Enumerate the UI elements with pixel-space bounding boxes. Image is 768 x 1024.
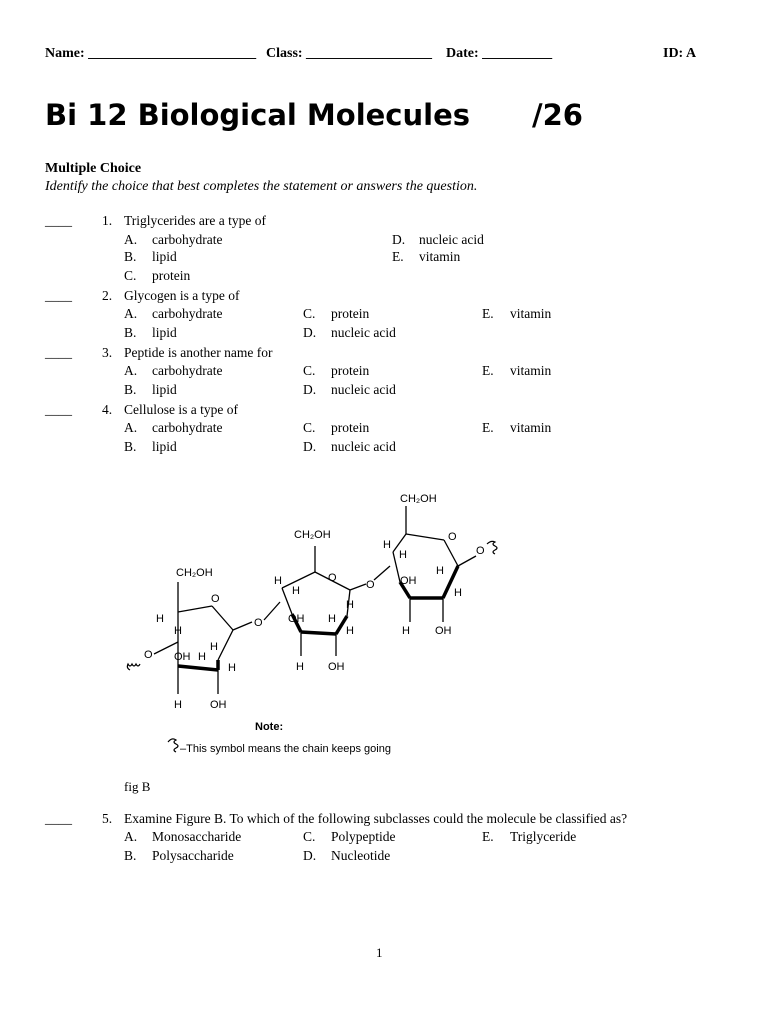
choice-text: Polypeptide — [331, 829, 396, 844]
choice-text: vitamin — [510, 306, 552, 321]
choice-letter: B. — [124, 439, 137, 454]
atom-label: O — [211, 593, 220, 605]
atom-label: H — [436, 565, 444, 577]
atom-label: H — [292, 585, 300, 597]
choice-text: nucleic acid — [331, 325, 396, 340]
atom-label: H — [402, 625, 410, 637]
choice-letter: A. — [124, 232, 138, 247]
figure-note-text: –This symbol means the chain keeps going — [180, 743, 391, 755]
atom-label: OH — [174, 651, 191, 663]
choice-letter: C. — [303, 306, 316, 321]
question-number: 4. — [102, 402, 113, 417]
choice-letter: D. — [303, 848, 317, 863]
choice-letter: C. — [124, 268, 137, 283]
choice-letter: B. — [124, 848, 137, 863]
atom-label: O — [144, 649, 153, 661]
choice-letter: D. — [303, 382, 317, 397]
choice-text: protein — [331, 363, 370, 378]
choice-text: vitamin — [510, 363, 552, 378]
question-number: 5. — [102, 811, 113, 826]
choice-text: vitamin — [510, 420, 552, 435]
atom-label: H — [156, 613, 164, 625]
choice-letter: C. — [303, 420, 316, 435]
choice-letter: D. — [392, 232, 406, 247]
class-label: Class: __________________ — [266, 46, 433, 61]
section-instruction: Identify the choice that best completes the statement or answers the question. — [45, 179, 478, 194]
choice-text: protein — [152, 268, 191, 283]
atom-label: H — [210, 641, 218, 653]
atom-label: H — [454, 587, 462, 599]
choice-text: carbohydrate — [152, 420, 223, 435]
atom-label: OH — [288, 613, 305, 625]
atom-label: H — [346, 625, 354, 637]
choice-letter: E. — [482, 420, 494, 435]
choice-text: Monosaccharide — [152, 829, 242, 844]
atom-label: H — [198, 651, 206, 663]
page-number: 1 — [376, 945, 383, 960]
choice-text: carbohydrate — [152, 306, 223, 321]
choice-text: protein — [331, 420, 370, 435]
choice-letter: A. — [124, 306, 138, 321]
atom-label: CH₂OH — [294, 529, 331, 541]
question-text: Examine Figure B. To which of the following subclasses could the molecule be classified as? — [124, 811, 628, 826]
score-total: /26 — [532, 98, 583, 132]
choice-letter: A. — [124, 829, 138, 844]
atom-label: H — [274, 575, 282, 587]
figure-note-heading: Note: — [255, 721, 284, 733]
answer-blank[interactable]: ____ — [45, 811, 72, 826]
atom-label: O — [448, 531, 457, 543]
choice-letter: B. — [124, 382, 137, 397]
atom-label: CH₂OH — [176, 567, 213, 579]
choice-text: carbohydrate — [152, 232, 223, 247]
atom-label: H — [346, 599, 354, 611]
choice-text: Nucleotide — [331, 848, 391, 863]
choice-text: lipid — [152, 439, 177, 454]
choice-text: Triglyceride — [510, 829, 577, 844]
choice-text: nucleic acid — [419, 232, 484, 247]
name-label: Name: ________________________ — [45, 46, 257, 61]
atom-label: O — [254, 617, 263, 629]
choice-letter: E. — [392, 249, 404, 264]
choice-letter: E. — [482, 306, 494, 321]
atom-label: H — [174, 625, 182, 637]
atom-label: O — [328, 572, 337, 584]
choice-letter: D. — [303, 325, 317, 340]
choice-letter: A. — [124, 420, 138, 435]
atom-label: OH — [435, 625, 452, 637]
choice-letter: D. — [303, 439, 317, 454]
atom-label: H — [228, 662, 236, 674]
atom-label: H — [174, 699, 182, 711]
answer-blank[interactable]: ____ — [45, 213, 72, 228]
answer-blank[interactable]: ____ — [45, 402, 72, 417]
choice-text: lipid — [152, 325, 177, 340]
choice-letter: B. — [124, 249, 137, 264]
atom-label: H — [328, 613, 336, 625]
choice-letter: E. — [482, 829, 494, 844]
atom-label: OH — [210, 699, 227, 711]
atom-label: OH — [328, 661, 345, 673]
atom-label: H — [296, 661, 304, 673]
choice-text: carbohydrate — [152, 363, 223, 378]
date-label: Date: __________ — [446, 46, 553, 61]
atom-label: H — [399, 549, 407, 561]
choice-letter: C. — [303, 829, 316, 844]
choice-text: vitamin — [419, 249, 461, 264]
answer-blank[interactable]: ____ — [45, 288, 72, 303]
choice-text: Polysaccharide — [152, 848, 234, 863]
atom-label: H — [383, 539, 391, 551]
choice-text: protein — [331, 306, 370, 321]
page-title: Bi 12 Biological Molecules — [45, 98, 471, 132]
question-number: 3. — [102, 345, 113, 360]
figure-caption: fig B — [124, 779, 151, 794]
question-text: Cellulose is a type of — [124, 402, 238, 417]
choice-text: lipid — [152, 382, 177, 397]
question-text: Triglycerides are a type of — [124, 213, 266, 228]
section-heading: Multiple Choice — [45, 161, 142, 176]
choice-letter: B. — [124, 325, 137, 340]
choice-letter: C. — [303, 363, 316, 378]
atom-label: O — [476, 545, 485, 557]
answer-blank[interactable]: ____ — [45, 345, 72, 360]
atom-label: O — [366, 579, 375, 591]
id-label: ID: A — [663, 46, 697, 61]
question-text: Glycogen is a type of — [124, 288, 240, 303]
atom-label: CH₂OH — [400, 493, 437, 505]
question-text: Peptide is another name for — [124, 345, 273, 360]
question-number: 1. — [102, 213, 113, 228]
atom-label: OH — [400, 575, 417, 587]
choice-letter: A. — [124, 363, 138, 378]
chain-continues-icon — [168, 739, 178, 752]
question-number: 2. — [102, 288, 113, 303]
choice-text: nucleic acid — [331, 382, 396, 397]
choice-letter: E. — [482, 363, 494, 378]
choice-text: nucleic acid — [331, 439, 396, 454]
polysaccharide-diagram — [110, 484, 550, 774]
choice-text: lipid — [152, 249, 177, 264]
